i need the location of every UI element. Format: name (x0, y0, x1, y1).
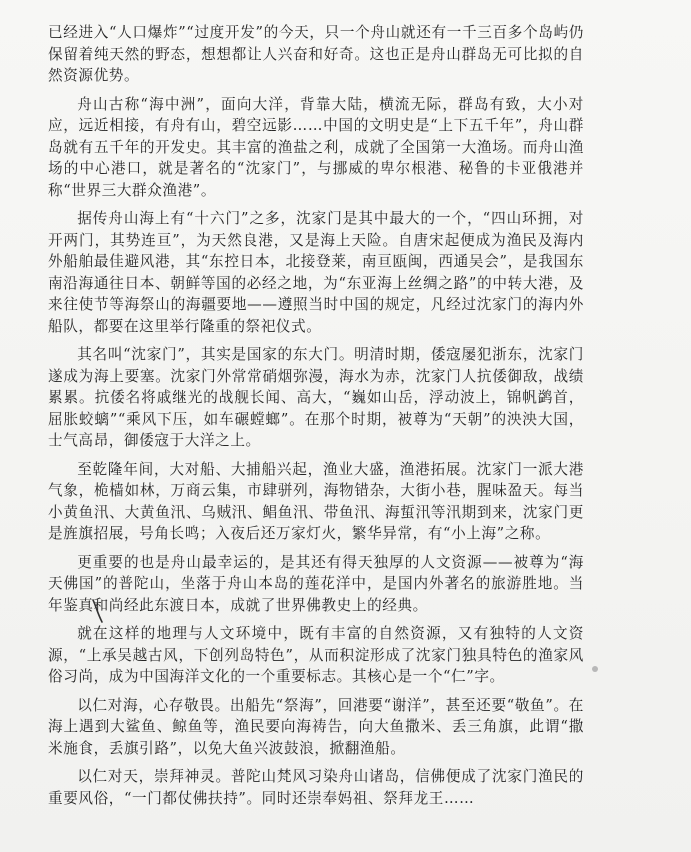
paragraph-5: 至乾隆年间，大对船、大捕船兴起，渔业大盛，渔港拓展。沈家门一派大港气象，桅樯如林，万商云集，市肆骈列，海物错杂，大街小巷，腥味盈天。每当小黄鱼汛、大黄鱼汛、乌贼汛、鲳鱼汛、带鱼汛、海蜇汛等汛期到来，沈家门更是旌旗招展，号角长鸣；入夜后还万家灯火，繁华异常，有“小上海”之称。 (48, 460, 584, 542)
pen-mark-icon (90, 598, 106, 624)
article-body (48, 22, 584, 816)
paragraph-7: 就在这样的地理与人文环境中，既有丰富的自然资源，又有独特的人文资源，“上承吴越古风，下创列岛特色”，从而积淀形成了沈家门独具特色的渔家风俗习尚，成为中国海洋文化的一个重要标志。其核心是一个“仁”字。 (48, 625, 584, 685)
paragraph-8: 以仁对海，心存敬畏。出船先“祭海”，回港要“谢洋”，甚至还要“敬鱼”。在海上遇到大鲨鱼、鲸鱼等，渔民要向海祷告，向大鱼撒米、丢三角旗，此谓“撒米施食，丢旗引路”，以免大鱼兴波鼓浪，掀翻渔船。 (48, 696, 584, 757)
paragraph-1: 已经进入“人口爆炸”“过度开发”的今天，只一个舟山就还有一千三百多个岛屿仍保留着纯天然的野态，想想都让人兴奋和好奇。这也正是舟山群岛无可比拟的自然资源优势。 (48, 24, 584, 84)
paragraph-3: 据传舟山海上有“十六门”之多，沈家门是其中最大的一个，“四山环拥，对开两门，其势连亘”，为天然良港，又是海上天险。自唐宋起便成为渔民及海内外船舶最佳避风港，其“东控日本，北接登莱，南亘瓯闽，西通吴会”，是我国东南沿海通往日本、朝鲜等国的必经之地，为“东亚海上丝绸之路”的中转大港，及来往使节等海祭山的海疆要地——遵照当时中国的规定，凡经过沈家门的海内外船队，都要在这里举行隆重的祭祀仪式。 (48, 210, 584, 335)
paragraph-2: 舟山古称“海中洲”，面向大洋，背靠大陆，横流无际，群岛有致，大小对应，远近相接，有舟有山，碧空远影……中国的文明史是“上下五千年”，舟山群岛就有五千年的开发史。其丰富的渔盐之利，成就了全国第一大渔场。而舟山渔场的中心港口，就是著名的“沈家门”，与挪威的卑尔根港、秘鲁的卡亚俄港并称“世界三大群众渔港”。 (48, 95, 584, 199)
paragraph-9: 以仁对天，崇拜神灵。普陀山梵风习染舟山诸岛，信佛便成了沈家门渔民的重要风俗，“一门都仗佛扶持”。同时还崇奉妈祖、祭拜龙王…… (48, 768, 584, 807)
paragraph-6: 更重要的也是舟山最幸运的，是其还有得天独厚的人文资源——被尊为“海天佛国”的普陀山，坐落于舟山本岛的莲花洋中，是国内外著名的旅游胜地。当年鉴真和尚经此东渡日本，成就了世界佛教史上的经典。 (48, 553, 584, 614)
paragraph-4: 其名叫“沈家门”，其实是国家的东大门。明清时期，倭寇屡犯浙东，沈家门遂成为海上要塞。沈家门外常常硝烟弥漫，海水为赤，沈家门人抗倭御敌，战绩累累。抗倭名将戚继光的战舰长闻、高大，“巍如山岳，浮动波上，锦帆鹢首，屈胀蛟螭”“乘风下压，如车碾螳螂”。在那个时期，被尊为“天朝”的泱泱大国，士气高昂，御倭寇于大洋之上。 (48, 346, 584, 449)
margin-dot-icon (592, 666, 598, 672)
